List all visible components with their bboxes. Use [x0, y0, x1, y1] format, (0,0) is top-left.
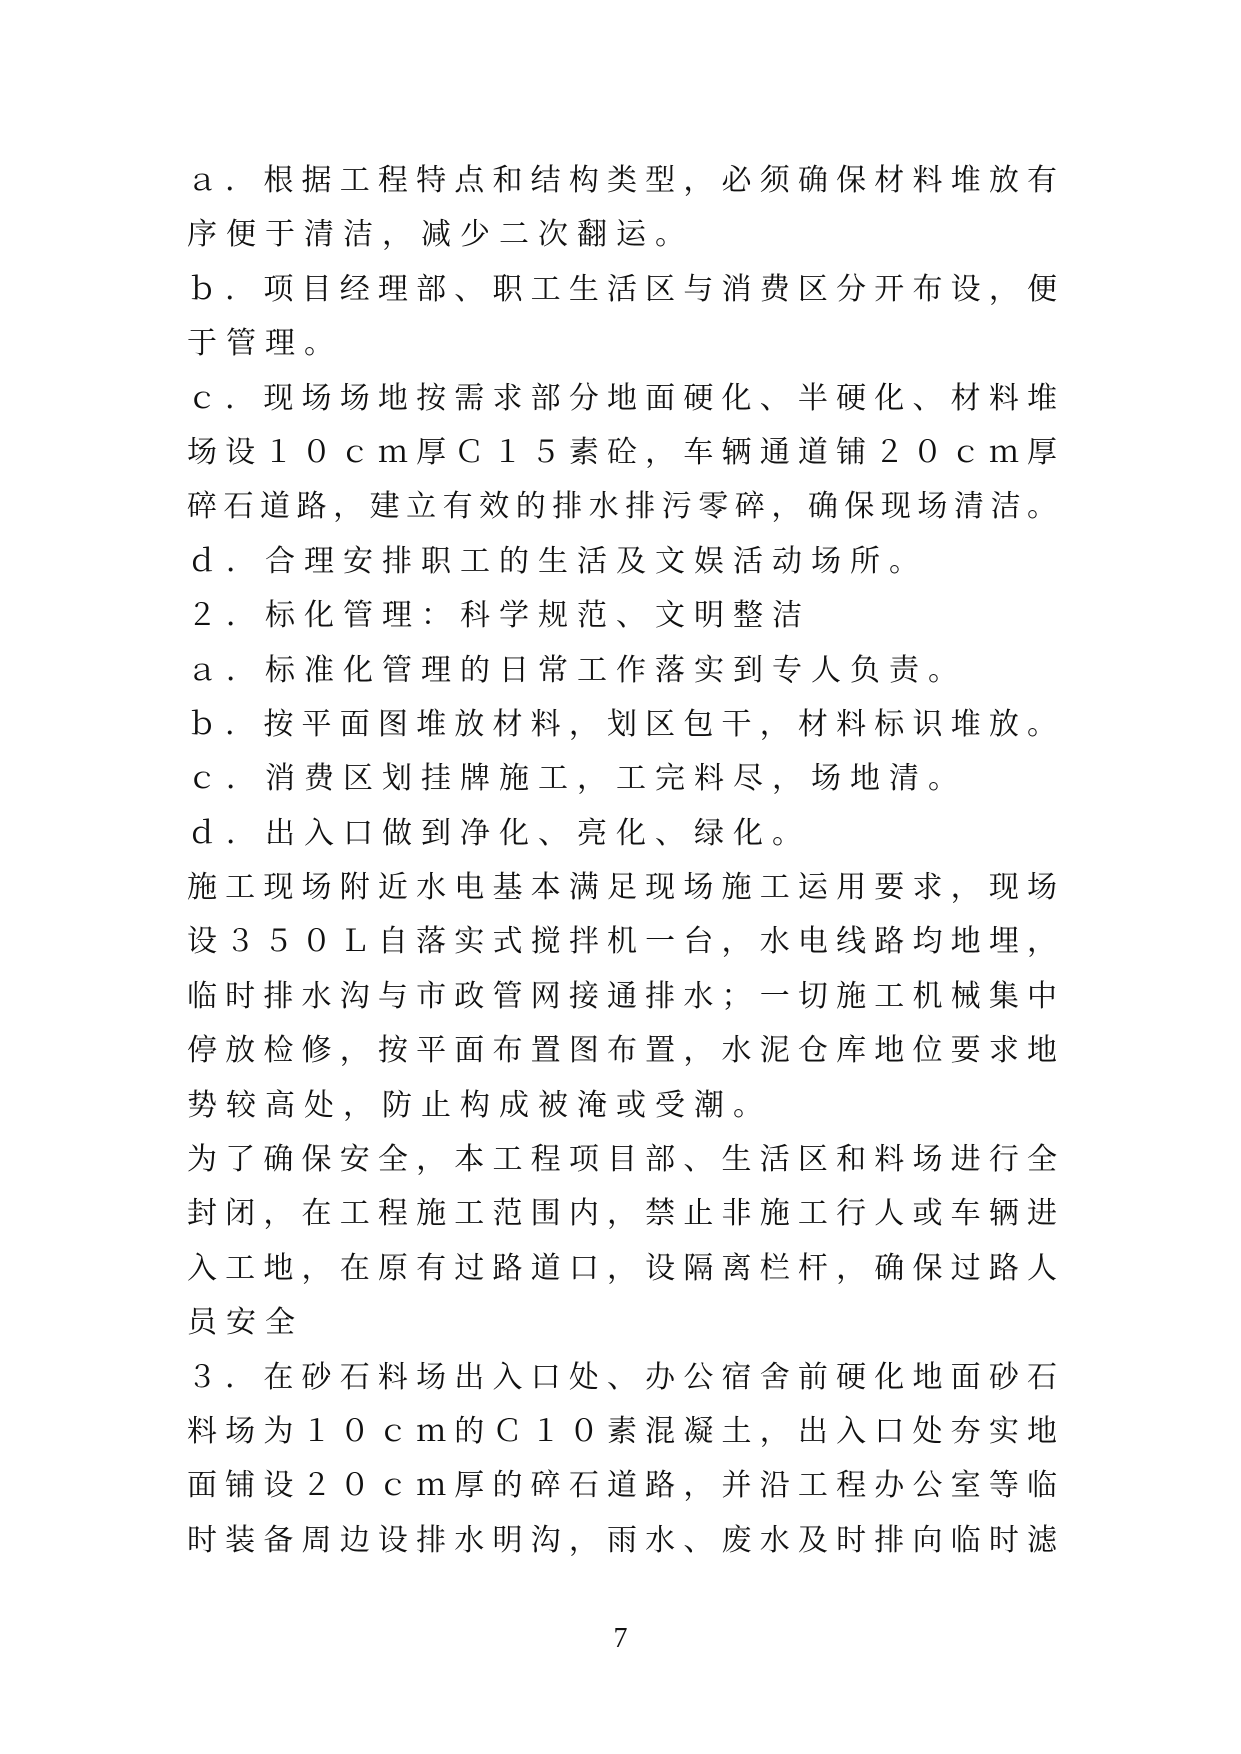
text-line: ａ．根据工程特点和结构类型，必须确保材料堆放有: [187, 163, 1057, 198]
text-line: ｃ．现场场地按需求部分地面硬化、半硬化、材料堆: [187, 380, 1057, 416]
text-line: ｂ．项目经理部、职工生活区与消费区分开布设，便: [187, 271, 1057, 307]
text-line: 为了确保安全，本工程项目部、生活区和料场进行全: [187, 1142, 1057, 1178]
text-line: ｂ．按平面图堆放材料，划区包干，材料标识堆放。: [187, 706, 1057, 742]
text-line: 序便于清洁，减少二次翻运。: [187, 217, 694, 253]
text-line: 势较高处，防止构成被淹或受潮。: [187, 1087, 772, 1123]
document-body: [187, 154, 1057, 1568]
text-line: 设３５０Ｌ自落实式搅拌机一台，水电线路均地埋，: [187, 924, 1057, 960]
text-line: 面铺设２０ｃｍ厚的碎石道路，并沿工程办公室等临: [187, 1468, 1057, 1504]
text-line: 停放检修，按平面布置图布置，水泥仓库地位要求地: [187, 1033, 1057, 1069]
text-line: 时装备周边设排水明沟，雨水、废水及时排向临时滤: [187, 1522, 1057, 1558]
text-line: 封闭，在工程施工范围内，禁止非施工行人或车辆进: [187, 1196, 1057, 1232]
text-line: 场设１０ｃｍ厚Ｃ１５素砼，车辆通道铺２０ｃｍ厚: [187, 434, 1057, 470]
text-line: ｄ．出入口做到净化、亮化、绿化。: [187, 815, 811, 851]
text-line: 碎石道路，建立有效的排水排污零碎，确保现场清洁。: [187, 489, 1057, 525]
text-line: 施工现场附近水电基本满足现场施工运用要求，现场: [187, 870, 1057, 906]
text-line: 临时排水沟与市政管网接通排水；一切施工机械集中: [187, 978, 1057, 1014]
text-line: 员安全: [187, 1305, 304, 1341]
text-line: 入工地，在原有过路道口，设隔离栏杆，确保过路人: [187, 1250, 1057, 1286]
text-line: ｄ．合理安排职工的生活及文娱活动场所。: [187, 543, 928, 579]
text-line: 料场为１０ｃｍ的Ｃ１０素混凝土，出入口处夯实地: [187, 1413, 1057, 1449]
text-line: ３．在砂石料场出入口处、办公宿舍前硬化地面砂石: [187, 1359, 1057, 1395]
text-line: ｃ．消费区划挂牌施工，工完料尽，场地清。: [187, 761, 967, 797]
page-number: 7: [613, 1623, 628, 1654]
section-heading: ２．标化管理：科学规范、文明整洁: [187, 598, 811, 634]
text-line: ａ．标准化管理的日常工作落实到专人负责。: [187, 652, 967, 688]
text-line: 于管理。: [187, 326, 343, 362]
